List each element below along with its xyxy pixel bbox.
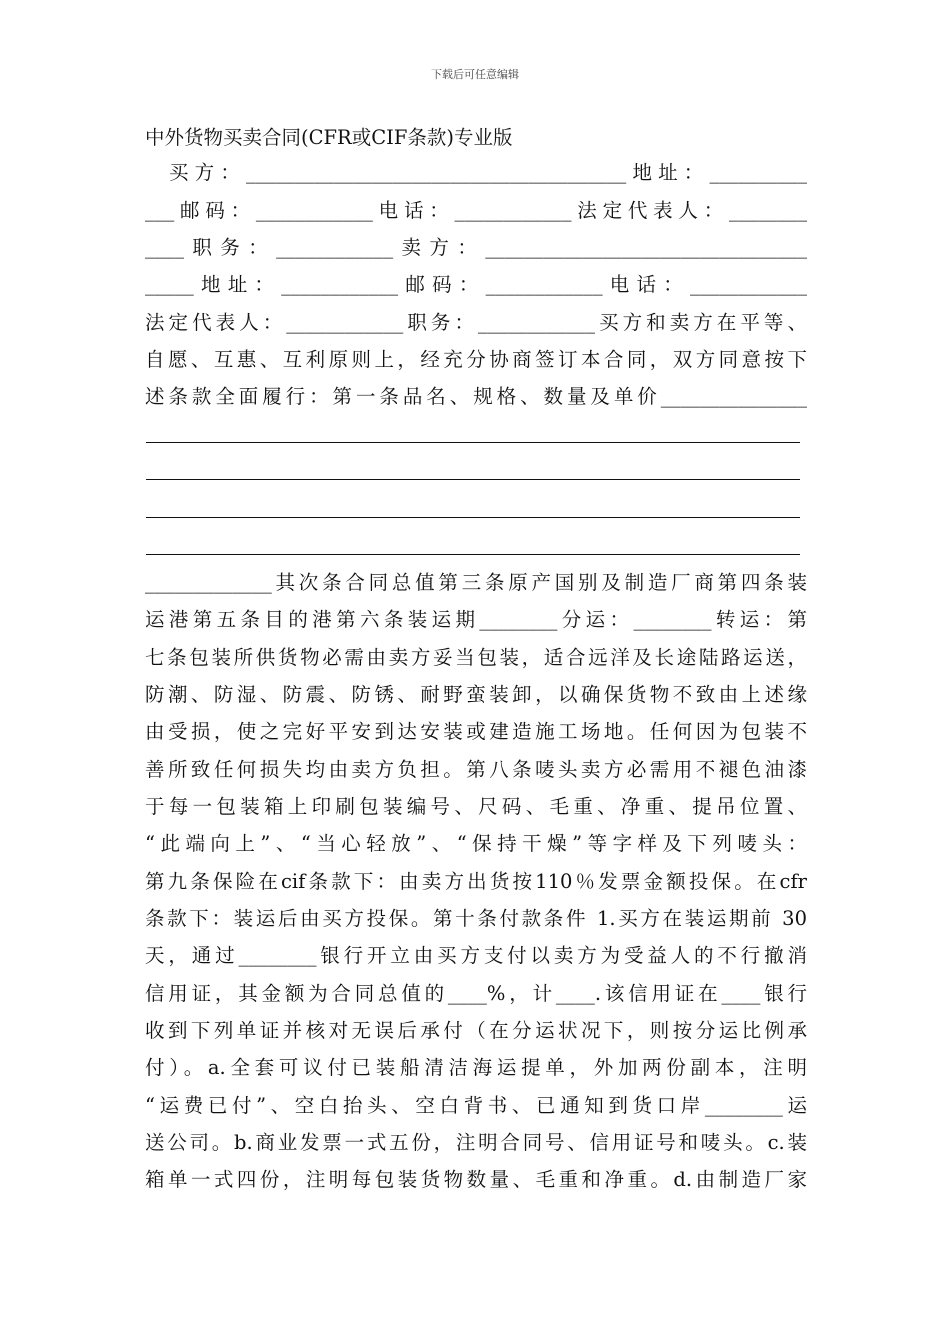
- text-line: 善所致任何损失均由卖方负担。第八条唛头卖方必需用不褪色油漆: [145, 758, 807, 781]
- blank-line: [146, 517, 800, 518]
- blank-line: [146, 479, 800, 480]
- blank-line: [146, 554, 800, 555]
- text-line: 第九条保险在cif条款下：由卖方出货按110％发票金额投保。在cfr: [145, 870, 807, 893]
- text-line: 自愿、互惠、互利原则上，经充分协商签订本合同，双方同意按下: [145, 348, 807, 371]
- text-line: 收到下列单证并核对无误后承付（在分运状况下，则按分运比例承: [145, 1019, 807, 1042]
- text-line: 防潮、防湿、防震、防锈、耐野蛮装卸，以确保货物不致由上述缘: [145, 683, 807, 706]
- text-line: _____地址：____________邮码：____________电话：____________: [145, 273, 807, 296]
- page-header: 下载后可任意编辑: [431, 68, 519, 81]
- text-line: _____________其次条合同总值第三条原产国别及制造厂商第四条装: [145, 571, 807, 594]
- text-line: 七条包装所供货物必需由卖方妥当包装，适合远洋及长途陆路运送，: [145, 646, 807, 669]
- blank-line: [146, 442, 800, 443]
- text-line: 送公司。b.商业发票一式五份，注明合同号、信用证号和唛头。c.装: [145, 1131, 807, 1154]
- text-line: 由受损，使之完好平安到达安装或建造施工场地。任何因为包装不: [145, 720, 807, 743]
- text-line: “运费已付”、空白抬头、空白背书、已通知到货口岸________运: [145, 1094, 807, 1117]
- document-title: 中外货物买卖合同(CFR或CIF条款)专业版: [145, 126, 513, 149]
- text-line: 信用证，其金额为合同总值的____%，计____.该信用证在____银行: [145, 982, 807, 1005]
- text-line: ___邮码：____________电话：____________法定代表人：________: [145, 199, 807, 222]
- text-line: 条款下：装运后由买方投保。第十条付款条件 1.买方在装运期前 30: [145, 907, 807, 930]
- text-line: “此端向上”、“当心轻放”、“保持干燥”等字样及下列唛头：: [145, 832, 807, 855]
- text-line: 箱单一式四份，注明每包装货物数量、毛重和净重。d.由制造厂家: [145, 1168, 807, 1191]
- text-line: 述条款全面履行：第一条品名、规格、数量及单价_______________: [145, 385, 807, 408]
- text-line: ____职务：____________卖方：_________________________________: [145, 236, 807, 259]
- text-line: 天，通过________银行开立由买方支付以卖方为受益人的不行撤消: [145, 944, 807, 967]
- text-line: 于每一包装箱上印刷包装编号、尺码、毛重、净重、提吊位置、: [145, 795, 807, 818]
- text-line: 运港第五条目的港第六条装运期________分运：________转运：第: [145, 608, 807, 631]
- text-line: 付）。a.全套可议付已装船清洁海运提单，外加两份副本，注明: [145, 1056, 807, 1079]
- text-line: 法定代表人：____________职务：____________买方和卖方在平等、: [145, 311, 807, 334]
- text-line-buyer: 买方：_______________________________________地址：__________: [169, 161, 807, 184]
